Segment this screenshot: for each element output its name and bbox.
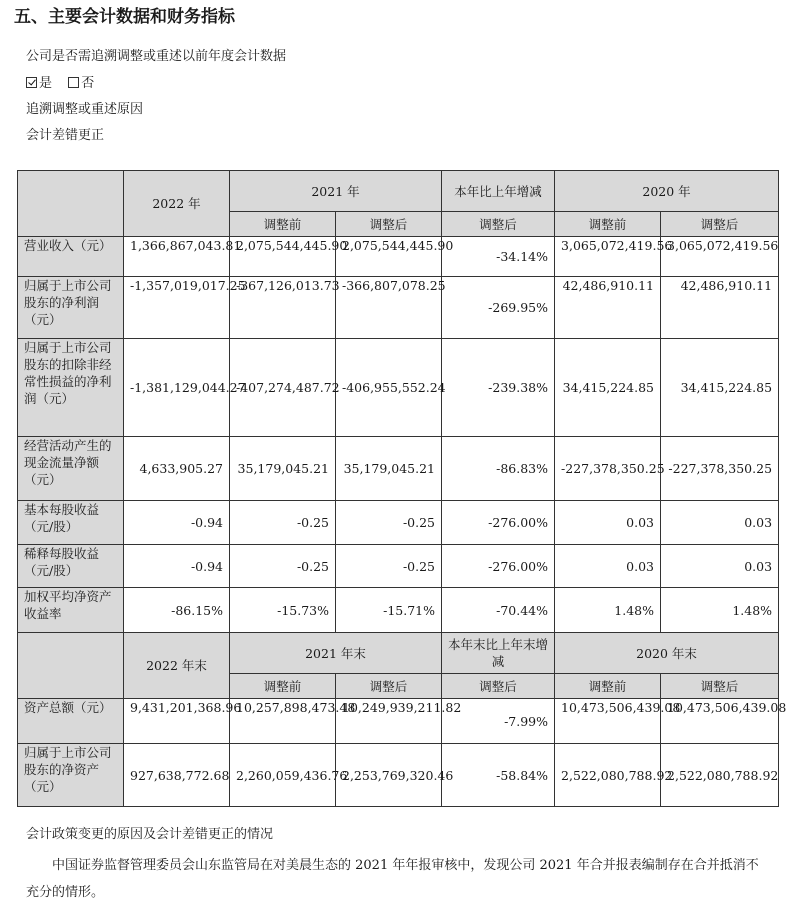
cell-2020-before: 10,473,506,439.08 <box>555 699 661 744</box>
row-label: 加权平均净资产收益率 <box>18 588 124 633</box>
header2-2020: 2020 年末 <box>555 633 779 674</box>
cell-2020-after: 0.03 <box>661 501 779 545</box>
header-change: 本年比上年增减 <box>442 171 555 212</box>
reason-value: 会计差错更正 <box>26 128 105 143</box>
header-2020-before: 调整前 <box>555 212 661 237</box>
cell-2022: -0.94 <box>124 501 230 545</box>
header-blank-cell <box>18 171 124 237</box>
cell-2020-after: 3,065,072,419.56 <box>661 237 779 277</box>
cell-2021-after: 2,253,769,320.46 <box>336 744 442 807</box>
cell-2022: -0.94 <box>124 545 230 588</box>
cell-2022: 1,366,867,043.81 <box>124 237 230 277</box>
header2-change: 本年末比上年末增减 <box>442 633 555 674</box>
cell-2022: -1,381,129,044.27 <box>124 339 230 437</box>
cell-change: -34.14% <box>442 237 555 277</box>
row-label: 稀释每股收益（元/股） <box>18 545 124 588</box>
cell-change: -239.38% <box>442 339 555 437</box>
yes-label: 是 <box>39 76 53 91</box>
header-2020-after: 调整后 <box>661 212 779 237</box>
row-label: 归属于上市公司股东的净资产（元） <box>18 744 124 807</box>
table-row <box>18 501 779 545</box>
cell-2021-after: 10,249,939,211.82 <box>336 699 442 744</box>
cell-2020-before: 3,065,072,419.56 <box>555 237 661 277</box>
row-label: 归属于上市公司股东的净利润（元） <box>18 277 124 339</box>
cell-2022: 4,633,905.27 <box>124 437 230 501</box>
cell-2021-before: 35,179,045.21 <box>230 437 336 501</box>
no-label: 否 <box>81 76 95 91</box>
financial-indicators-table <box>17 170 787 807</box>
cell-2021-before: -0.25 <box>230 545 336 588</box>
cell-2022: -1,357,019,017.25 <box>124 277 230 339</box>
restatement-options <box>26 75 94 93</box>
cell-change: -7.99% <box>442 699 555 744</box>
cell-change: -70.44% <box>442 588 555 633</box>
restatement-question: 公司是否需追溯调整或重述以前年度会计数据 <box>26 49 287 64</box>
cell-2022: -86.15% <box>124 588 230 633</box>
row-label: 营业收入（元） <box>18 237 124 277</box>
header2-change-after: 调整后 <box>442 674 555 699</box>
header-change-after: 调整后 <box>442 212 555 237</box>
row-label: 资产总额（元） <box>18 699 124 744</box>
cell-2020-before: 34,415,224.85 <box>555 339 661 437</box>
cell-2020-before: 0.03 <box>555 545 661 588</box>
cell-2020-after: 0.03 <box>661 545 779 588</box>
cell-change: -276.00% <box>442 501 555 545</box>
cell-2021-after: -0.25 <box>336 545 442 588</box>
cell-2022: 927,638,772.68 <box>124 744 230 807</box>
table-row <box>18 339 779 437</box>
cell-2020-after: 1.48% <box>661 588 779 633</box>
header2-2021-after: 调整后 <box>336 674 442 699</box>
cell-change: -58.84% <box>442 744 555 807</box>
cell-2020-after: 2,522,080,788.92 <box>661 744 779 807</box>
header2-2020-before: 调整前 <box>555 674 661 699</box>
section-title: 五、主要会计数据和财务指标 <box>14 7 235 27</box>
cell-2021-before: -15.73% <box>230 588 336 633</box>
cell-2021-after: 35,179,045.21 <box>336 437 442 501</box>
row-label: 经营活动产生的现金流量净额（元） <box>18 437 124 501</box>
table-row <box>18 277 779 339</box>
header-2021-after: 调整后 <box>336 212 442 237</box>
header-2021-before: 调整前 <box>230 212 336 237</box>
cell-2022: 9,431,201,368.96 <box>124 699 230 744</box>
cell-2021-after: 2,075,544,445.90 <box>336 237 442 277</box>
cell-2020-before: 0.03 <box>555 501 661 545</box>
header-2020: 2020 年 <box>555 171 779 212</box>
cell-2021-after: -0.25 <box>336 501 442 545</box>
cell-2021-before: 2,075,544,445.90 <box>230 237 336 277</box>
cell-2021-before: 10,257,898,473.48 <box>230 699 336 744</box>
cell-2021-before: -367,126,013.73 <box>230 277 336 339</box>
header-2022: 2022 年 <box>124 171 230 237</box>
footnote-text: 中国证券监督管理委员会山东监管局在对美晨生态的 2021 年年报审核中，发现公司 2021 年合并报表编制存在合并抵消不充分的情形。 <box>26 858 759 900</box>
header-2021: 2021 年 <box>230 171 442 212</box>
header2-blank-cell <box>18 633 124 699</box>
header2-2021-before: 调整前 <box>230 674 336 699</box>
footnote-title: 会计政策变更的原因及会计差错更正的情况 <box>26 827 274 842</box>
cell-2021-after: -366,807,078.25 <box>336 277 442 339</box>
cell-2020-after: 42,486,910.11 <box>661 277 779 339</box>
row-label: 基本每股收益（元/股） <box>18 501 124 545</box>
table-row <box>18 588 779 633</box>
header2-2022: 2022 年末 <box>124 633 230 699</box>
cell-2020-after: 34,415,224.85 <box>661 339 779 437</box>
cell-2021-before: -407,274,487.72 <box>230 339 336 437</box>
header2-2020-after: 调整后 <box>661 674 779 699</box>
cell-2020-before: 2,522,080,788.92 <box>555 744 661 807</box>
yes-checkbox[interactable] <box>26 77 37 88</box>
cell-change: -86.83% <box>442 437 555 501</box>
cell-2021-before: 2,260,059,436.76 <box>230 744 336 807</box>
reason-label: 追溯调整或重述原因 <box>26 102 144 117</box>
cell-2020-before: -227,378,350.25 <box>555 437 661 501</box>
table-row <box>18 744 779 807</box>
table-row <box>18 699 779 744</box>
cell-2020-before: 1.48% <box>555 588 661 633</box>
row-label: 归属于上市公司股东的扣除非经常性损益的净利润（元） <box>18 339 124 437</box>
cell-change: -276.00% <box>442 545 555 588</box>
cell-2020-after: -227,378,350.25 <box>661 437 779 501</box>
cell-2021-after: -15.71% <box>336 588 442 633</box>
table-row <box>18 545 779 588</box>
cell-2020-before: 42,486,910.11 <box>555 277 661 339</box>
table-row <box>18 237 779 277</box>
cell-change: -269.95% <box>442 277 555 339</box>
cell-2020-after: 10,473,506,439.08 <box>661 699 779 744</box>
cell-2021-after: -406,955,552.24 <box>336 339 442 437</box>
header2-2021: 2021 年末 <box>230 633 442 674</box>
table-row <box>18 437 779 501</box>
no-checkbox[interactable] <box>68 77 79 88</box>
cell-2021-before: -0.25 <box>230 501 336 545</box>
